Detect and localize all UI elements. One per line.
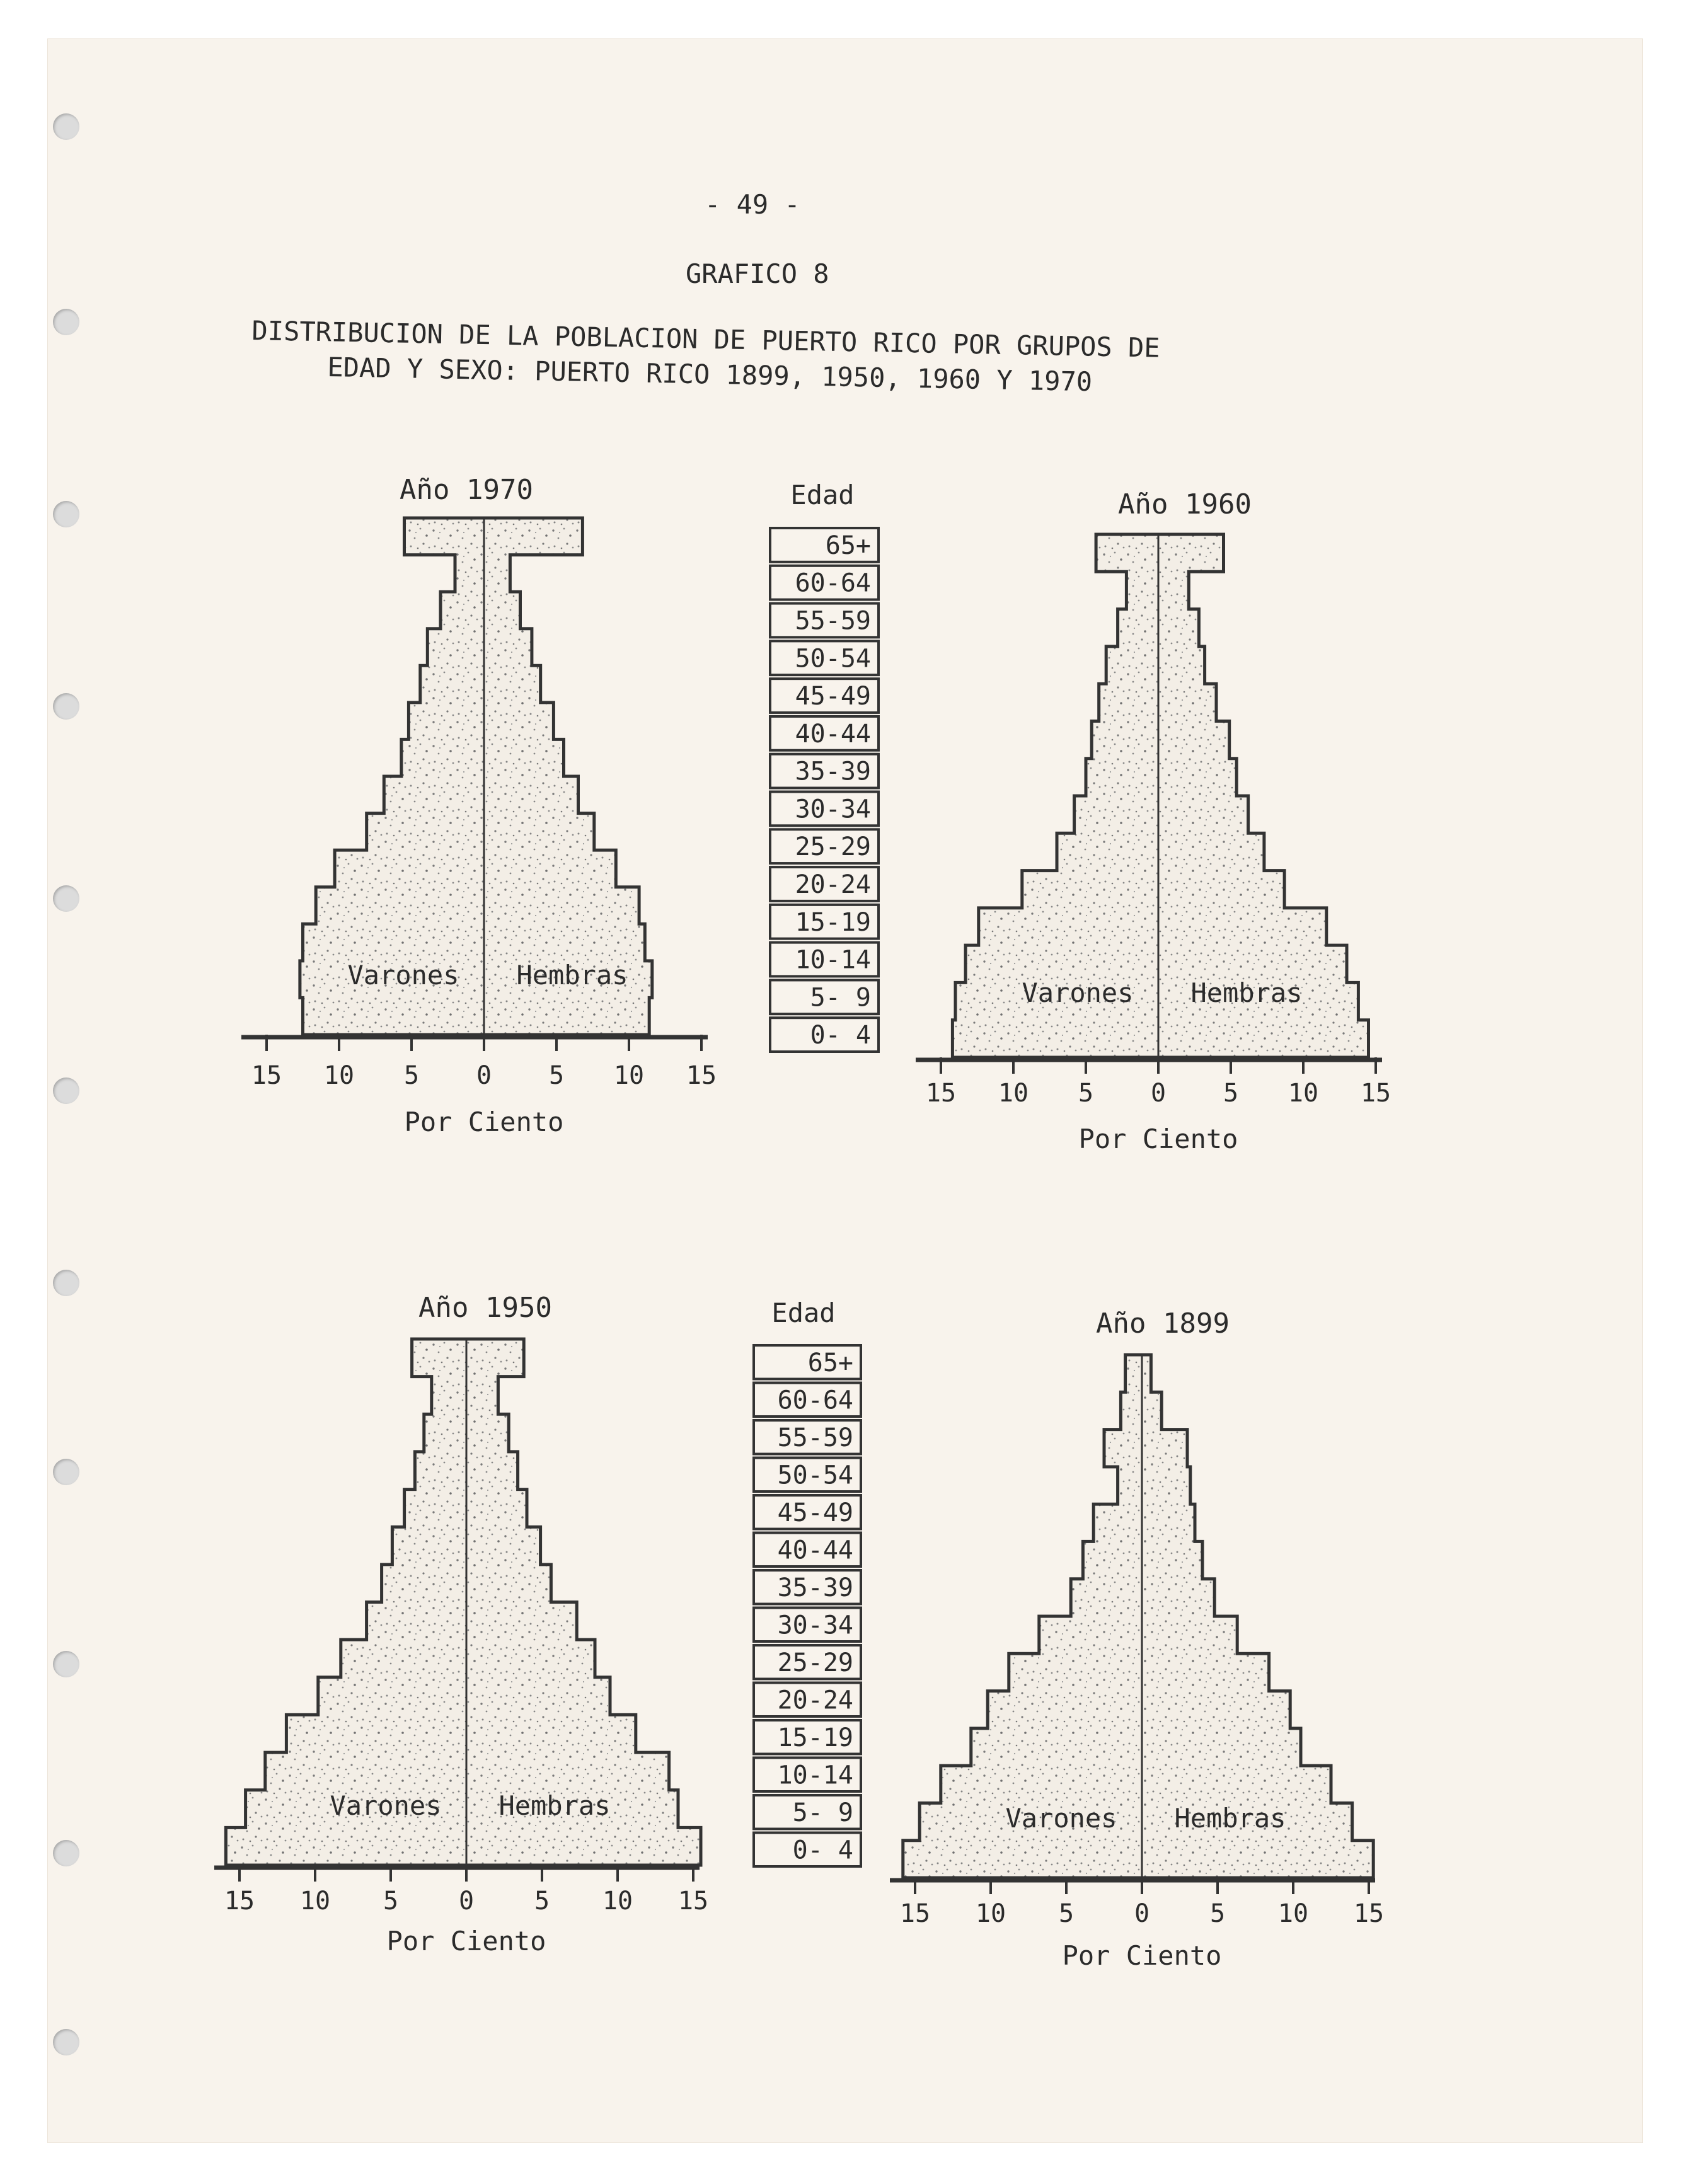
chart-title: Año 1950 (418, 1292, 552, 1324)
pyramid-outline (952, 534, 1368, 1057)
label-varones: Varones (1022, 977, 1134, 1008)
x-tick-label: 0 (1150, 1079, 1167, 1108)
x-tick-label: 15 (1353, 1899, 1385, 1928)
pyramid-outline (226, 1339, 701, 1865)
age-scale-1 (754, 1297, 861, 1866)
age-group-label: 55-59 (795, 606, 871, 636)
age-group-label: 25-29 (777, 1648, 853, 1677)
x-tick-label: 10 (613, 1061, 645, 1090)
x-axis-title: Por Ciento (404, 1106, 564, 1137)
x-tick-label: 10 (975, 1899, 1006, 1928)
x-tick-label: 5 (1223, 1079, 1239, 1108)
age-group-label: 40-44 (795, 719, 871, 749)
age-group-label: 20-24 (795, 870, 871, 899)
age-group-label: 55-59 (777, 1423, 853, 1452)
figure-title-line-2: EDAD Y SEXO: PUERTO RICO 1899, 1950, 1960 Y 1970 (327, 352, 1093, 398)
age-group-label: 25-29 (795, 832, 871, 862)
age-axis-title: Edad (790, 480, 855, 510)
x-axis-title: Por Ciento (386, 1926, 546, 1957)
x-tick-label: 15 (224, 1887, 255, 1916)
x-tick-label: 15 (686, 1061, 717, 1090)
x-tick-label: 5 (383, 1887, 399, 1916)
label-hembras: Hembras (498, 1790, 611, 1821)
age-group-label: 45-49 (777, 1498, 853, 1527)
label-hembras: Hembras (1174, 1803, 1286, 1834)
age-group-label: 10-14 (795, 945, 871, 975)
pyramid-chart-2 (214, 1292, 708, 1957)
age-group-label: 60-64 (777, 1386, 853, 1415)
figure-label: GRAFICO 8 (686, 258, 829, 289)
age-group-label: 50-54 (777, 1461, 853, 1490)
pyramid-chart-1 (916, 488, 1391, 1154)
age-group-label: 10-14 (777, 1761, 853, 1790)
pyramid-outline (300, 518, 652, 1035)
x-tick-label: 5 (548, 1061, 565, 1090)
label-varones: Varones (347, 960, 459, 991)
age-group-label: 20-24 (777, 1686, 853, 1715)
chart-title: Año 1970 (400, 474, 533, 506)
age-axis-title: Edad (771, 1297, 836, 1328)
x-tick-label: 15 (251, 1061, 282, 1090)
pyramid-outline (903, 1355, 1373, 1878)
x-tick-label: 15 (1360, 1079, 1392, 1108)
age-group-label: 50-54 (795, 644, 871, 674)
x-axis-title: Por Ciento (1078, 1124, 1238, 1154)
age-group-label: 65+ (807, 1348, 853, 1377)
x-tick-label: 0 (476, 1061, 492, 1090)
age-group-label: 65+ (825, 531, 871, 560)
age-group-label: 30-34 (795, 795, 871, 824)
x-tick-label: 5 (1209, 1899, 1226, 1928)
age-group-label: 35-39 (777, 1573, 853, 1602)
x-tick-label: 15 (677, 1887, 709, 1916)
label-hembras: Hembras (516, 960, 628, 991)
x-tick-label: 5 (403, 1061, 420, 1090)
x-tick-label: 10 (1288, 1079, 1319, 1108)
label-hembras: Hembras (1190, 977, 1303, 1008)
age-group-label: 5- 9 (792, 1798, 853, 1827)
age-group-label: 40-44 (777, 1536, 853, 1565)
age-group-label: 15-19 (777, 1723, 853, 1752)
age-group-label: 30-34 (777, 1611, 853, 1640)
page-number: - 49 - (705, 189, 800, 220)
chart-title: Año 1960 (1118, 488, 1252, 520)
age-group-label: 5- 9 (810, 983, 871, 1013)
age-group-label: 15-19 (795, 907, 871, 937)
chart-title: Año 1899 (1096, 1308, 1230, 1340)
x-tick-label: 10 (602, 1887, 633, 1916)
age-group-label: 45-49 (795, 682, 871, 711)
age-group-label: 0- 4 (810, 1021, 871, 1050)
label-varones: Varones (1005, 1803, 1117, 1834)
x-tick-label: 0 (458, 1887, 475, 1916)
x-tick-label: 0 (1134, 1899, 1150, 1928)
age-scale-0 (770, 480, 879, 1052)
x-tick-label: 10 (323, 1061, 355, 1090)
figure-title-line-1: DISTRIBUCION DE LA POBLACION DE PUERTO RICO POR GRUPOS DE (251, 315, 1161, 364)
pyramid-chart-3 (890, 1308, 1384, 1971)
age-group-label: 0- 4 (792, 1836, 853, 1865)
x-tick-label: 10 (1277, 1899, 1309, 1928)
x-tick-label: 15 (925, 1079, 957, 1108)
x-tick-label: 5 (1078, 1079, 1094, 1108)
x-tick-label: 10 (998, 1079, 1029, 1108)
x-tick-label: 5 (534, 1887, 550, 1916)
x-axis-title: Por Ciento (1062, 1940, 1222, 1971)
pyramid-chart-0 (241, 474, 717, 1137)
age-group-label: 35-39 (795, 757, 871, 786)
label-varones: Varones (330, 1790, 442, 1821)
x-tick-label: 10 (299, 1887, 331, 1916)
x-tick-label: 15 (899, 1899, 931, 1928)
age-group-label: 60-64 (795, 568, 871, 598)
x-tick-label: 5 (1058, 1899, 1075, 1928)
